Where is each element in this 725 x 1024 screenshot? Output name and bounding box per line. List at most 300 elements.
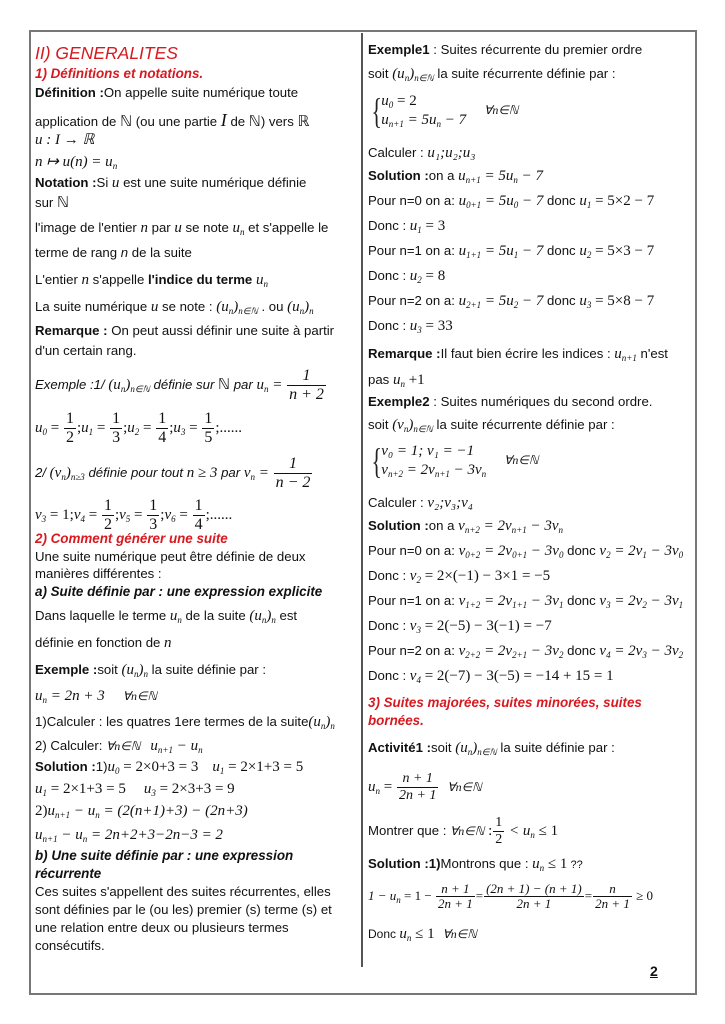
math: (u bbox=[121, 662, 134, 678]
column-divider bbox=[361, 33, 363, 967]
recursive-text-4: consécutifs. bbox=[35, 938, 105, 953]
text: pas bbox=[368, 372, 393, 387]
text: 1) bbox=[428, 856, 441, 871]
numerator: (2n + 1) − (n + 1) bbox=[486, 881, 582, 896]
math-sub: n bbox=[558, 525, 564, 535]
text: Exemple :1/ bbox=[35, 377, 109, 393]
math: = 2×1+3 = 5 bbox=[47, 781, 126, 797]
left-brace-icon: { bbox=[371, 440, 382, 481]
text: Donc bbox=[368, 927, 400, 941]
step-line bbox=[368, 643, 683, 660]
example1-system bbox=[368, 92, 518, 130]
math-u: u bbox=[150, 299, 159, 315]
math-u: u bbox=[169, 608, 178, 624]
math: − u bbox=[57, 827, 83, 843]
math-N: ℕ bbox=[248, 114, 261, 130]
math: = 2n + 3 bbox=[47, 688, 105, 704]
math-sub: n bbox=[263, 384, 269, 395]
math: < u bbox=[505, 823, 531, 840]
text: définie pour tout bbox=[84, 465, 187, 481]
math-sub: 3 bbox=[416, 625, 421, 635]
recursive-text-3: une relation entre deux ou plusieurs termes bbox=[35, 920, 289, 935]
denominator: 2 bbox=[103, 515, 112, 533]
math-u: u bbox=[614, 346, 622, 362]
text: la suite définie par : bbox=[148, 662, 267, 677]
text: soit bbox=[368, 417, 393, 432]
math-v: v bbox=[409, 618, 417, 634]
math: − 7 bbox=[517, 168, 543, 184]
math: u₁;u₂;u₃ bbox=[427, 145, 476, 161]
math-sub: 0 bbox=[558, 550, 564, 560]
numerator: n bbox=[609, 881, 616, 896]
math: = 2v bbox=[610, 643, 643, 659]
text: Montrons que : bbox=[440, 856, 533, 871]
math-u: u bbox=[174, 220, 182, 236]
text: 1)Calculer : les quatres 1ere termes de la suite bbox=[35, 714, 309, 729]
numerator: 1 bbox=[103, 497, 112, 514]
rank-line bbox=[35, 245, 192, 260]
math-sub: 2+1 bbox=[466, 300, 482, 310]
step-line bbox=[368, 593, 683, 610]
mapping-line-1: u : I → ℝ bbox=[35, 132, 95, 148]
text: se note bbox=[181, 220, 233, 235]
math-sub: n+1 bbox=[621, 353, 637, 363]
math-sub: 3 bbox=[606, 600, 611, 610]
math: v₂;v₃;v₄ bbox=[427, 495, 473, 511]
math-sub: 2 bbox=[416, 575, 421, 585]
math: = 2v bbox=[403, 461, 435, 478]
math: = 5×2 − 7 bbox=[591, 193, 655, 209]
math-sub: n bbox=[239, 227, 245, 237]
math-sub: n bbox=[309, 306, 314, 316]
math-N: ℕ bbox=[120, 114, 133, 130]
step-line bbox=[368, 193, 654, 210]
math-u: u bbox=[35, 688, 43, 704]
math-u: u bbox=[579, 193, 587, 209]
math-v: v bbox=[458, 543, 466, 559]
math-u: u bbox=[409, 218, 418, 234]
text: la suite récurrente définie par : bbox=[433, 66, 616, 81]
text: Calculer : bbox=[368, 495, 428, 510]
text: on a bbox=[428, 518, 459, 533]
example2-calc bbox=[368, 495, 473, 512]
math-sub: 2 bbox=[678, 650, 684, 660]
solution-label: Solution : bbox=[35, 759, 96, 774]
math-u: u bbox=[256, 377, 264, 394]
math: = bbox=[255, 465, 273, 482]
math: = 5u bbox=[481, 293, 514, 309]
recursive-text-1: Ces suites s'appellent des suites récurrentes, elles bbox=[35, 884, 331, 899]
math-sub: 1 bbox=[678, 600, 684, 610]
text: la suite définie par : bbox=[496, 740, 615, 755]
text: Calculer : bbox=[368, 145, 428, 160]
math-sub: n bbox=[299, 306, 305, 316]
math: = 2n+2+3−2n−3 = 2 bbox=[87, 827, 223, 843]
math-sub: 1 bbox=[417, 225, 422, 235]
denominator: 5 bbox=[204, 428, 213, 446]
math: n ≥ 3 bbox=[186, 465, 218, 482]
step-result bbox=[368, 268, 445, 285]
denominator: 3 bbox=[112, 428, 121, 446]
math-sub: 1 bbox=[42, 788, 47, 798]
math-u: u bbox=[532, 856, 540, 872]
text: Donc : bbox=[368, 218, 410, 233]
mapping-line-2 bbox=[35, 154, 117, 171]
math-sub: n bbox=[143, 669, 148, 679]
activity-line bbox=[368, 740, 615, 757]
math: − 3v bbox=[527, 643, 559, 659]
math-n: n bbox=[81, 272, 90, 288]
text: par bbox=[147, 220, 175, 235]
text: Dans laquelle le terme bbox=[35, 608, 170, 623]
solution-line-3 bbox=[35, 803, 248, 820]
example2-label: Exemple2 bbox=[368, 394, 430, 409]
math-sub: n∈ℕ bbox=[238, 306, 258, 316]
solution-line-1 bbox=[35, 759, 303, 776]
fraction bbox=[156, 411, 168, 446]
denominator: 4 bbox=[194, 515, 203, 533]
math-sub: 0 bbox=[42, 427, 47, 438]
math-v: v bbox=[73, 507, 81, 524]
math: = 3 bbox=[421, 218, 446, 234]
math: − u bbox=[70, 803, 96, 819]
math-u: u bbox=[232, 220, 240, 236]
math-I: I bbox=[220, 110, 227, 130]
text: 1) bbox=[95, 759, 108, 774]
math-sub: n bbox=[112, 161, 118, 171]
math: n ↦ u(n) = u bbox=[35, 154, 113, 170]
math-u: u bbox=[212, 759, 220, 775]
math: − 3v bbox=[527, 593, 559, 609]
math: = bbox=[93, 420, 110, 437]
math-R: ℝ bbox=[297, 114, 310, 130]
math: (u bbox=[287, 299, 300, 315]
math-sub: n bbox=[539, 863, 545, 873]
math-v: v bbox=[119, 507, 126, 524]
math: − 3v bbox=[646, 593, 679, 609]
notation-line-1 bbox=[35, 175, 306, 192]
gen-text-2: manières différentes : bbox=[35, 566, 162, 581]
math-u: u bbox=[255, 272, 264, 288]
numerator: 1 bbox=[149, 497, 158, 514]
math-sub: n+1 bbox=[42, 834, 58, 844]
math: ≤ 1 bbox=[534, 823, 559, 840]
denominator: 2n + 1 bbox=[484, 896, 584, 911]
math: = bbox=[130, 507, 147, 524]
text: on a bbox=[428, 168, 459, 183]
text: ?? bbox=[567, 859, 583, 871]
math-u: u bbox=[81, 420, 89, 437]
math-sub: n bbox=[228, 306, 234, 316]
math-forall: ∀n∈ℕ bbox=[504, 452, 539, 467]
math-sub: 2+2 bbox=[465, 650, 481, 660]
example-a-line bbox=[35, 662, 266, 679]
math-sub: n bbox=[271, 615, 276, 625]
gen-text-1: Une suite numérique peut être définie de deux bbox=[35, 549, 306, 564]
remark-line-2: d'un certain rang. bbox=[35, 343, 137, 358]
math-sub: n bbox=[375, 786, 380, 797]
numerator: n + 1 bbox=[441, 881, 470, 896]
text: de la suite bbox=[128, 245, 192, 260]
math-u: u bbox=[381, 93, 389, 109]
math: = 33 bbox=[421, 318, 453, 334]
text: Pour n=1 on a: bbox=[368, 593, 459, 608]
math: = 5u bbox=[403, 111, 437, 128]
text: L'entier bbox=[35, 272, 82, 287]
math-sub: n∈ℕ bbox=[414, 73, 434, 83]
subsection-bounded-1: 3) Suites majorées, suites minorées, suites bbox=[368, 695, 642, 710]
math: = (2(n+1)+3) − (2n+3) bbox=[99, 803, 248, 819]
math-u: u bbox=[173, 420, 181, 437]
math-sub: n∈ℕ bbox=[413, 424, 433, 434]
math-sub: 4 bbox=[80, 514, 85, 525]
denominator: 2n + 1 bbox=[595, 895, 630, 911]
math: − 7 bbox=[440, 111, 467, 128]
math-sub: 4 bbox=[416, 675, 421, 685]
math-sub: n bbox=[513, 175, 518, 185]
step-result bbox=[368, 318, 453, 335]
math-sub: n bbox=[406, 933, 412, 943]
show-that bbox=[368, 816, 558, 847]
math-u: u bbox=[579, 243, 587, 259]
explicit-line-2 bbox=[35, 635, 172, 652]
subsection-bounded-2: bornées. bbox=[368, 713, 424, 728]
math-u: u bbox=[381, 111, 389, 128]
text: définie en fonction de bbox=[35, 635, 165, 650]
fraction bbox=[287, 368, 326, 403]
math-u: u bbox=[127, 420, 135, 437]
text: Donc : bbox=[368, 268, 410, 283]
math-sub: n bbox=[250, 472, 255, 483]
math: = bbox=[47, 420, 63, 437]
text: Pour n=1 on a: bbox=[368, 243, 459, 258]
math-forall: ∀n∈ℕ bbox=[442, 927, 477, 941]
fraction bbox=[102, 498, 114, 533]
math-sub: n≥3 bbox=[70, 472, 85, 483]
math: = 2v bbox=[480, 643, 513, 659]
solution-bounded bbox=[368, 856, 583, 873]
separator: ; bbox=[123, 420, 128, 437]
math: = 5×3 − 7 bbox=[591, 243, 655, 259]
index-line bbox=[35, 272, 268, 289]
example2-soit bbox=[368, 417, 615, 434]
math: = 2v bbox=[610, 593, 643, 609]
math: = 1; bbox=[46, 507, 74, 524]
math-sub: 3 bbox=[642, 650, 647, 660]
text: définie sur bbox=[149, 377, 219, 393]
step-line bbox=[368, 293, 654, 310]
example-2-line bbox=[35, 456, 313, 491]
fraction bbox=[193, 498, 205, 533]
system-eq-1: v₀ = 1; v₁ = −1 bbox=[381, 443, 475, 459]
math: = 2v bbox=[479, 518, 512, 534]
math: +1 bbox=[404, 372, 425, 388]
text: soit bbox=[431, 740, 456, 755]
activity-definition: $u_n$ = $\frac{n + 1}{2n + 1}$ ∀n∈ℕ bbox=[368, 771, 482, 803]
math: = 1 − bbox=[400, 887, 435, 903]
math: : bbox=[484, 823, 493, 840]
math-N: ℕ bbox=[56, 195, 69, 211]
math-N: ℕ bbox=[218, 377, 231, 394]
math-sub: 0 bbox=[388, 100, 394, 110]
math: = 2(−5) − 3(−1) = −7 bbox=[420, 618, 552, 634]
text: par bbox=[217, 465, 244, 481]
fraction bbox=[397, 772, 438, 803]
math-sub: n+1 bbox=[511, 525, 527, 535]
math: − 3v bbox=[646, 643, 679, 659]
fraction bbox=[493, 816, 504, 847]
image-line bbox=[35, 220, 328, 237]
math-sub: n+1 bbox=[157, 745, 173, 755]
example-2-terms bbox=[35, 498, 232, 533]
text: ) vers bbox=[260, 114, 298, 129]
math: (u bbox=[308, 714, 321, 730]
math-sub: 1 bbox=[513, 250, 519, 260]
step-result bbox=[368, 618, 552, 635]
text: Si bbox=[96, 175, 112, 190]
denominator: 4 bbox=[158, 428, 167, 446]
math: = 2×0+3 = 3 bbox=[119, 759, 199, 775]
ellipsis: ;...... bbox=[205, 507, 233, 524]
solution-line-4 bbox=[35, 827, 223, 844]
explicit-line-1 bbox=[35, 608, 297, 625]
definition-line-1 bbox=[35, 85, 298, 100]
math: = 2v bbox=[480, 543, 513, 559]
text: est bbox=[275, 608, 298, 623]
text: Pour n=2 on a: bbox=[368, 293, 459, 308]
math-u: u bbox=[458, 293, 467, 309]
example1-title bbox=[368, 42, 642, 57]
math-v: v bbox=[599, 543, 607, 559]
numerator: 1 bbox=[158, 410, 167, 427]
math-sub: n+2 bbox=[387, 468, 404, 479]
math: = 2×(−1) − 3×1 = −5 bbox=[420, 568, 551, 584]
text: Donc : bbox=[368, 318, 410, 333]
math: 1 − u bbox=[368, 887, 397, 903]
math-sub: 6 bbox=[171, 514, 176, 525]
question-2 bbox=[35, 738, 203, 755]
math-u: u bbox=[111, 175, 120, 191]
text: application de bbox=[35, 114, 121, 129]
text: est une suite numérique définie bbox=[119, 175, 307, 190]
text: Montrer que : bbox=[368, 823, 451, 839]
math: ) bbox=[233, 299, 239, 315]
remark-label: Remarque : bbox=[368, 346, 441, 361]
math: (v bbox=[392, 417, 404, 433]
math-sub: n bbox=[330, 721, 335, 731]
math-u: u bbox=[458, 193, 467, 209]
question-1 bbox=[35, 714, 335, 731]
math: ≥ 0 bbox=[632, 887, 653, 903]
text: sur bbox=[35, 195, 57, 210]
math-sub: n+1 bbox=[388, 118, 404, 129]
math-forall: ∀n∈ℕ bbox=[450, 824, 485, 839]
system-eq-1 bbox=[381, 92, 466, 111]
math-u: u bbox=[458, 168, 466, 184]
math-sub: 1+1 bbox=[466, 250, 482, 260]
math-v: v bbox=[35, 507, 42, 524]
math-sub: 3 bbox=[417, 325, 422, 335]
text: par bbox=[230, 377, 257, 393]
math-sub: n bbox=[95, 810, 100, 820]
system-eq-2 bbox=[381, 111, 466, 130]
fraction bbox=[202, 411, 214, 446]
definition-line-2 bbox=[35, 110, 309, 131]
math: ) bbox=[266, 608, 272, 624]
math-sub: 3 bbox=[151, 788, 156, 798]
text: Donc : bbox=[368, 568, 410, 583]
fraction bbox=[274, 456, 313, 491]
math: ) bbox=[472, 740, 478, 756]
math: − 7 bbox=[518, 193, 544, 209]
example1-soit bbox=[368, 66, 616, 83]
text-n: n bbox=[120, 245, 129, 260]
math-sub: 2 bbox=[513, 300, 519, 310]
math: = 2 bbox=[393, 93, 417, 109]
math-sub: n bbox=[400, 379, 405, 389]
math: = 8 bbox=[421, 268, 446, 284]
subsection-b-recursive-1: b) Une suite définie par : une expression bbox=[35, 848, 294, 863]
text: de la suite bbox=[181, 608, 250, 623]
text: : Suites numériques du second ordre. bbox=[429, 394, 653, 409]
step-result bbox=[368, 668, 614, 685]
math-sub: 1 bbox=[586, 200, 592, 210]
math-u: u bbox=[409, 268, 418, 284]
text: donc bbox=[543, 243, 580, 258]
math: = bbox=[268, 377, 287, 394]
math-u: u bbox=[392, 372, 401, 388]
math: = 5u bbox=[481, 193, 514, 209]
math-u: u bbox=[150, 738, 158, 754]
step-result bbox=[368, 568, 550, 585]
text: donc bbox=[563, 543, 600, 558]
denominator: 2 bbox=[65, 428, 74, 446]
text: se note : bbox=[158, 299, 217, 314]
text: l'image de l'entier bbox=[35, 220, 141, 235]
text: la suite récurrente définie par : bbox=[432, 417, 615, 432]
math: − 3v bbox=[527, 543, 559, 559]
denominator: 2 bbox=[495, 831, 503, 847]
math-v: v bbox=[381, 461, 388, 478]
fraction bbox=[484, 882, 584, 911]
step-result bbox=[368, 218, 445, 235]
denominator: 2n + 1 bbox=[437, 895, 473, 911]
math: − 3v bbox=[646, 543, 679, 559]
example1-calc bbox=[368, 145, 476, 162]
system-equations bbox=[381, 92, 466, 130]
subsection-a-explicit: a) Suite définie par : une expression explicite bbox=[35, 584, 323, 599]
math: = bbox=[139, 420, 156, 437]
math-v: v bbox=[599, 593, 607, 609]
math: ) bbox=[304, 299, 310, 315]
math: 2) bbox=[35, 803, 48, 819]
notation-seq-line bbox=[35, 299, 314, 316]
math-sub: n bbox=[263, 279, 268, 289]
fraction bbox=[593, 882, 632, 911]
math: = 2v bbox=[610, 543, 643, 559]
text: et s'appelle le bbox=[244, 220, 329, 235]
math-sub: 1 bbox=[642, 550, 647, 560]
math-sub: n bbox=[198, 745, 203, 755]
text: Pour n=0 on a: bbox=[368, 193, 459, 208]
math: = 2v bbox=[480, 593, 513, 609]
example2-title bbox=[368, 394, 652, 409]
math-v: v bbox=[164, 507, 172, 524]
math: ≤ 1 bbox=[544, 856, 568, 872]
math-u: u bbox=[579, 293, 587, 309]
math-v: v bbox=[458, 593, 466, 609]
math-sub: 2 bbox=[134, 427, 140, 438]
